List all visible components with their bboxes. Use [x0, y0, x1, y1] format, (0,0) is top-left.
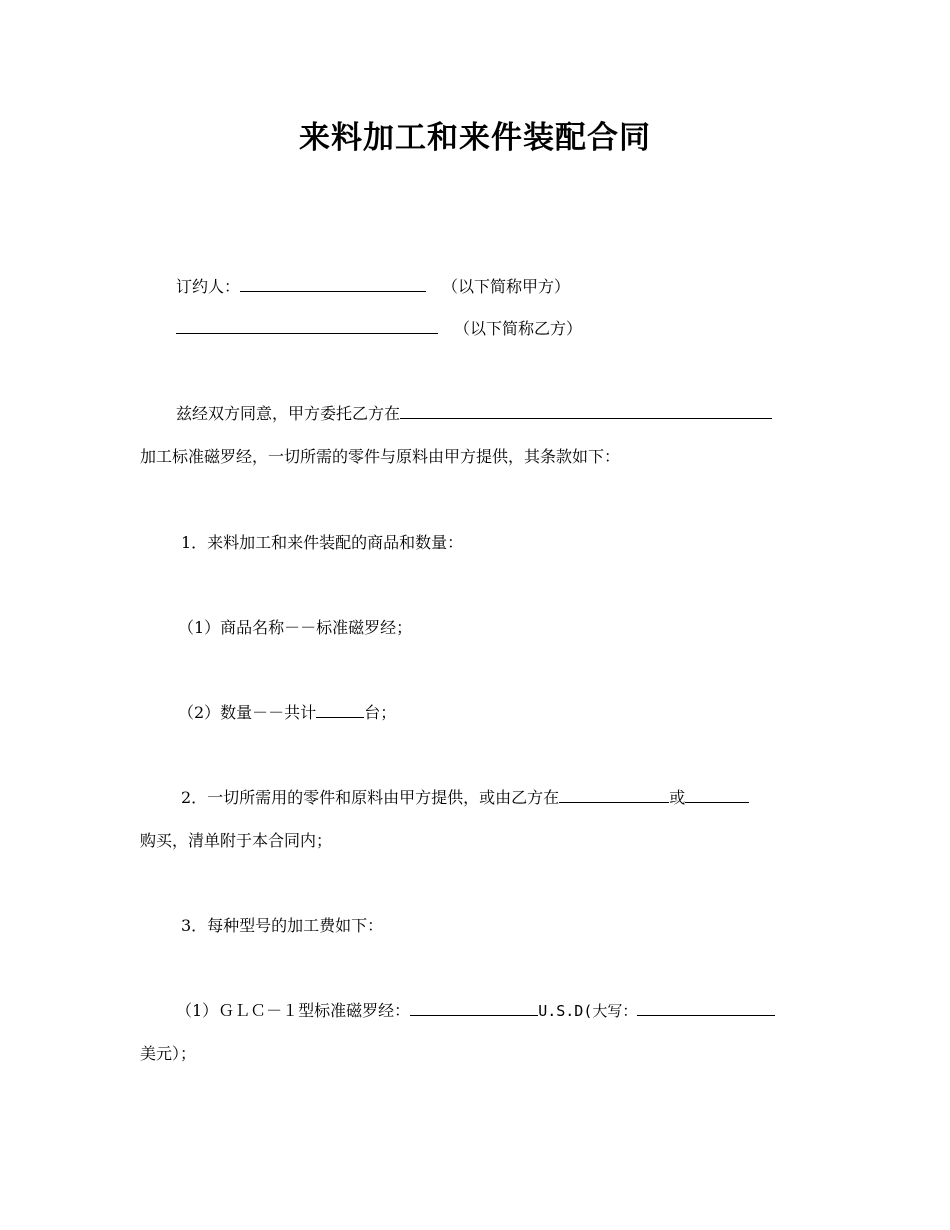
fee-words-blank: [637, 1001, 775, 1016]
quantity-blank: [316, 703, 364, 718]
clause-1-item-2: [178, 703, 396, 723]
intro-line-1: [176, 404, 772, 424]
clause-3-heading: 3．每种型号的加工费如下：: [181, 916, 384, 935]
intro-text-1: 兹经双方同意，甲方委托乙方在: [176, 404, 401, 423]
clause-2-text: 2．一切所需用的零件和原料由甲方提供，或由乙方在: [181, 788, 560, 807]
party-b-suffix: （以下简称乙方）: [454, 319, 583, 338]
quantity-label: （2）数量－－共计: [178, 703, 317, 722]
fee-amount-blank: [410, 1001, 538, 1016]
purchase-location-blank-1: [559, 788, 669, 803]
party-a-blank: [240, 277, 426, 292]
document-title: 来料加工和来件装配合同: [299, 120, 651, 156]
party-b-line: [176, 319, 582, 339]
clause-3-item-1-continued: 美元）；: [140, 1044, 197, 1063]
currency-label: U.S.D(大写：: [538, 1002, 638, 1020]
clause-2-line-1: [181, 788, 749, 808]
quantity-unit: 台；: [364, 703, 397, 722]
party-a-label: 订约人：: [176, 277, 241, 296]
party-a-line: [176, 277, 570, 297]
purchase-location-blank-2: [685, 788, 749, 803]
party-b-blank: [176, 319, 438, 334]
clause-1-heading: 1．来料加工和来件装配的商品和数量：: [181, 533, 464, 552]
clause-2-line-2: 购买，清单附于本合同内；: [140, 831, 333, 850]
intro-line-2: 加工标准磁罗经，一切所需的零件与原料由甲方提供，其条款如下：: [140, 447, 621, 466]
party-a-suffix: （以下简称甲方）: [442, 277, 571, 296]
model-fee-label: （1）ＧＬＣ－１型标准磁罗经：: [176, 1001, 411, 1020]
clause-3-item-1: [176, 1001, 775, 1021]
intro-location-blank: [400, 404, 772, 419]
clause-2-or: 或: [669, 788, 686, 807]
clause-1-item-1: （1）商品名称－－标准磁罗经；: [178, 618, 413, 637]
